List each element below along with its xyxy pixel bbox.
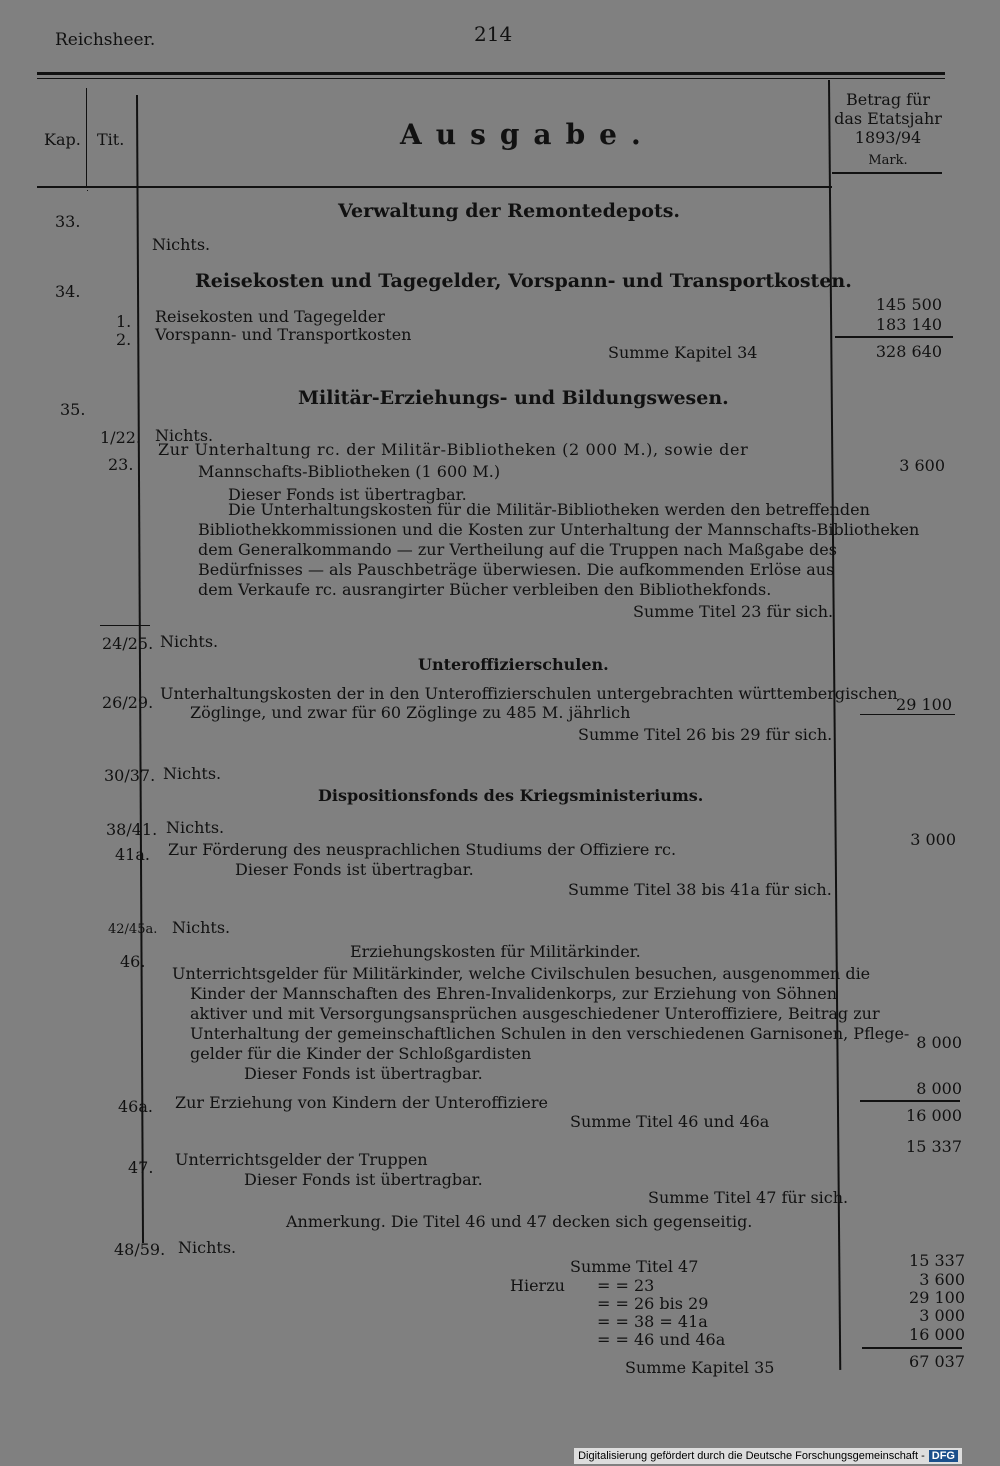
recap-46-46a-value: 16 000: [909, 1325, 965, 1344]
running-head: Reichsheer.: [55, 30, 156, 50]
col-header-kap: Kap.: [44, 130, 81, 149]
col-kap-divider: [86, 88, 87, 188]
k35-tit-46: 46.: [120, 952, 146, 971]
t46-line5: gelder für die Kinder der Schloßgardisten: [190, 1044, 532, 1063]
subsection-unteroffizierschulen: Unteroffizierschulen.: [418, 655, 609, 674]
k35-tit-24-25: 24/25.: [102, 634, 154, 653]
kap-35-number: 35.: [60, 400, 86, 419]
t46-line1: Unterrichtsgelder für Militärkinder, welche Civilschulen besuchen, ausgenommen die: [172, 964, 871, 983]
k35-tit-48-59: 48/59.: [114, 1240, 166, 1259]
k35-text-42-45a: Nichts.: [172, 918, 231, 937]
t41a-sum: Summe Titel 38 bis 41a für sich.: [568, 880, 832, 899]
k35-tit-47: 47.: [128, 1158, 154, 1177]
digitization-credit: [574, 1448, 962, 1464]
betrag-line2: das Etatsjahr: [834, 109, 942, 128]
credit-text: Digitalisierung gefördert durch die Deutsche Forschungsgemeinschaft -: [578, 1450, 925, 1462]
recap-26-29: = = 26 bis 29: [597, 1294, 709, 1313]
t23-line1: Zur Unterhaltung rc. der Militär-Bibliotheken (2 000 M.), sowie der: [158, 440, 749, 459]
t46-line6: Dieser Fonds ist übertragbar.: [244, 1064, 483, 1083]
t46-sum-rule: [860, 1100, 960, 1102]
k35-tit-41a: 41a.: [115, 845, 150, 864]
k35-sum-value: 67 037: [909, 1352, 965, 1371]
t41a-line1: Zur Förderung des neusprachlichen Studiums der Offiziere rc.: [168, 840, 677, 859]
k35-sum-rule: [862, 1347, 962, 1349]
header-bottom-rule-right: [832, 172, 942, 174]
t26-line1: Unterhaltungskosten der in den Unteroffizierschulen untergebrachten württembergischen: [160, 684, 898, 703]
k35-text-48-59: Nichts.: [178, 1238, 237, 1257]
col-tit-divider-lower: [87, 190, 88, 191]
t46-line4: Unterhaltung der gemeinschaftlichen Schulen in den verschiedenen Garnisonen, Pflege-: [190, 1024, 910, 1043]
k34-tit-2: 2.: [116, 330, 132, 349]
t41a-line2: Dieser Fonds ist übertragbar.: [235, 860, 474, 879]
recap-hierzu: Hierzu: [510, 1276, 565, 1295]
k35-text-30-37: Nichts.: [163, 764, 222, 783]
k35-text-1-22: Nichts.: [155, 426, 214, 445]
col-header-ausgabe: Ausgabe.: [400, 118, 655, 151]
t23-line3: Dieser Fonds ist übertragbar.: [228, 485, 467, 504]
recap-26-29-value: 29 100: [909, 1288, 965, 1307]
betrag-line1: Betrag für: [845, 90, 931, 109]
col-tit-divider: [136, 95, 144, 1243]
t26-value: 29 100: [896, 695, 952, 714]
t46-line2: Kinder der Mannschaften des Ehren-Invalidenkorps, zur Erziehung von Söhnen: [190, 984, 837, 1003]
k35-tit-1-22: 1/22.: [100, 428, 142, 447]
k35-tit-23: 23.: [108, 455, 134, 474]
top-rule: [37, 72, 945, 75]
recap-sum-47-value: 15 337: [909, 1251, 965, 1270]
page-number: 214: [474, 22, 513, 46]
t47-line2: Dieser Fonds ist übertragbar.: [244, 1170, 483, 1189]
k35-tit-46a: 46a.: [118, 1097, 153, 1116]
kap-34-title: Reisekosten und Tagegelder, Vorspann- und Transportkosten.: [195, 270, 852, 292]
t23-bottom-rule: [100, 625, 150, 626]
recap-38-41a-value: 3 000: [919, 1306, 965, 1325]
k35-sum-text: Summe Kapitel 35: [625, 1358, 775, 1377]
kap-33-title: Verwaltung der Remontedepots.: [338, 200, 681, 222]
t46a-text: Zur Erziehung von Kindern der Unteroffiziere: [175, 1093, 548, 1112]
k34-text-1: Reisekosten und Tagegelder: [155, 307, 385, 326]
recap-23-value: 3 600: [919, 1270, 965, 1289]
t41a-value: 3 000: [910, 830, 956, 849]
k35-text-38-41: Nichts.: [166, 818, 225, 837]
t46a-value: 8 000: [916, 1079, 962, 1098]
t46-sum: Summe Titel 46 und 46a: [570, 1112, 770, 1131]
t47-sum: Summe Titel 47 für sich.: [648, 1188, 849, 1207]
k34-tit-1: 1.: [116, 312, 132, 331]
k35-text-24-25: Nichts.: [160, 632, 219, 651]
t26-sum: Summe Titel 26 bis 29 für sich.: [578, 725, 833, 744]
recap-46-46a: = = 46 und 46a: [597, 1330, 726, 1349]
t47-line1: Unterrichtsgelder der Truppen: [175, 1150, 428, 1169]
recap-23: = = 23: [597, 1276, 655, 1295]
t23-line6: dem Generalkommando — zur Vertheilung auf die Truppen nach Maßgabe des: [198, 540, 837, 559]
t46-sum-value: 16 000: [906, 1106, 962, 1125]
t23-line7: Bedürfnisses — als Pauschbeträge überwiesen. Die aufkommenden Erlöse aus: [198, 560, 835, 579]
k34-val-1: 145 500: [875, 295, 942, 314]
dfg-logo: DFG: [929, 1450, 958, 1462]
t23-sum: Summe Titel 23 für sich.: [633, 602, 834, 621]
t23-line8: dem Verkaufe rc. ausrangirter Bücher verbleiben den Bibliothekfonds.: [198, 580, 772, 599]
k34-text-2: Vorspann- und Transportkosten: [155, 325, 412, 344]
anmerkung: Anmerkung. Die Titel 46 und 47 decken sich gegenseitig.: [286, 1212, 753, 1231]
t47-value: 15 337: [906, 1137, 962, 1156]
k35-tit-42-45a: 42/45a.: [108, 922, 158, 937]
t23-value: 3 600: [899, 456, 945, 475]
t46-value: 8 000: [916, 1033, 962, 1052]
t26-val-rule: [860, 714, 955, 715]
subsection-erziehungskosten: Erziehungskosten für Militärkinder.: [350, 942, 641, 961]
t46-line3: aktiver und mit Versorgungsansprüchen ausgeschiedener Unteroffiziere, Beitrag zur: [190, 1004, 880, 1023]
betrag-line3: 1893/94: [854, 128, 922, 147]
kap-35-title: Militär-Erziehungs- und Bildungswesen.: [298, 387, 729, 409]
t26-line2: Zöglinge, und zwar für 60 Zöglinge zu 485 M. jährlich: [190, 703, 631, 722]
t23-line5: Bibliothekkommissionen und die Kosten zur Unterhaltung der Mannschafts-Bibliotheken: [198, 520, 920, 539]
betrag-unit: Mark.: [868, 153, 908, 168]
col-header-betrag: [833, 90, 943, 170]
k35-tit-26-29: 26/29.: [102, 693, 154, 712]
k35-tit-30-37: 30/37.: [104, 766, 156, 785]
k34-sum-text: Summe Kapitel 34: [608, 343, 758, 362]
recap-sum-47: Summe Titel 47: [570, 1257, 699, 1276]
k34-sum-rule: [835, 336, 953, 338]
kap-33-nichts: Nichts.: [152, 235, 211, 254]
recap-38-41a: = = 38 = 41a: [597, 1312, 708, 1331]
header-bottom-rule: [37, 186, 832, 188]
kap-33-number: 33.: [55, 212, 81, 231]
col-header-tit: Tit.: [97, 130, 125, 149]
kap-34-number: 34.: [55, 282, 81, 301]
k35-tit-38-41: 38/41.: [106, 820, 158, 839]
subsection-dispositionsfonds: Dispositionsfonds des Kriegsministeriums.: [318, 786, 704, 805]
k34-sum-val: 328 640: [875, 342, 942, 361]
top-rule-thin: [37, 78, 945, 79]
t23-line2: Mannschafts-Bibliotheken (1 600 M.): [198, 462, 501, 481]
t23-line4: Die Unterhaltungskosten für die Militär-Bibliotheken werden den betreffenden: [228, 500, 870, 519]
k34-val-2: 183 140: [875, 315, 942, 334]
